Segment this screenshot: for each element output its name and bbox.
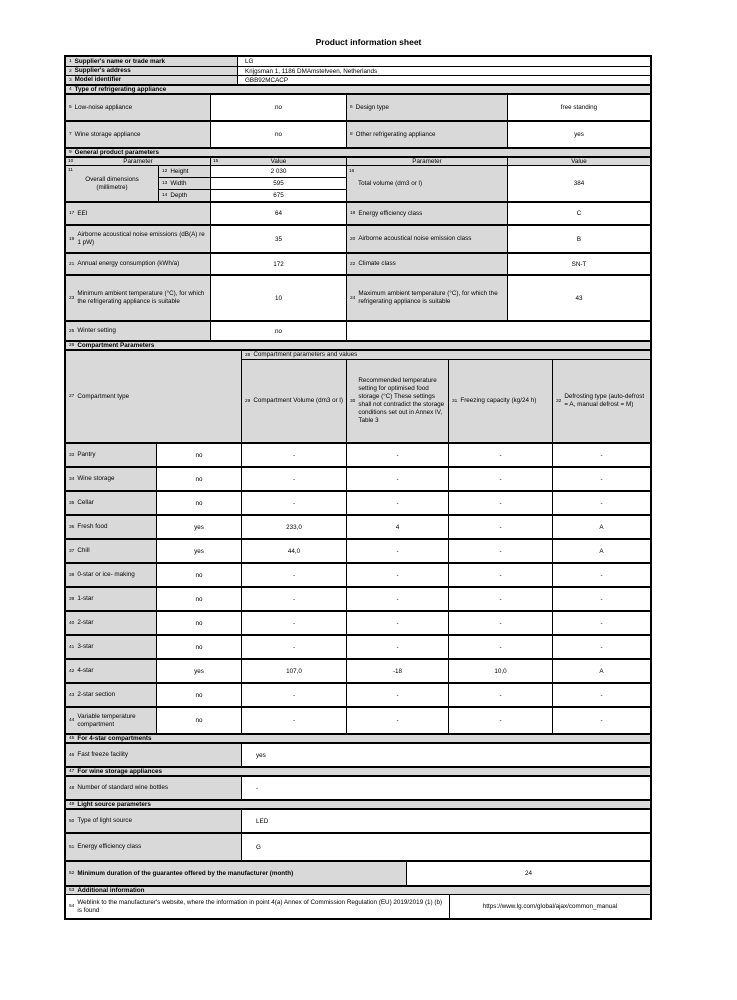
section-header-type: 4 Type of refrigerating appliance (66, 84, 650, 93)
row-number: 48 (69, 785, 75, 791)
compartment-defrost-value: - (600, 499, 603, 507)
row-number: 16 (349, 169, 355, 174)
compartment-span-header: 28 Compartment parameters and values (242, 351, 650, 360)
depth-label: 14 Depth (159, 189, 210, 201)
section-header-light: 49 Light source parameters (66, 799, 650, 808)
height-label: 12 Height (162, 167, 189, 175)
row-number: 45 (69, 736, 75, 741)
table-row (66, 860, 650, 885)
row-number: 20 (350, 236, 356, 242)
compartment-label: 41 3-star (66, 636, 157, 658)
supplier-address-label: 2 Supplier's address (66, 67, 238, 75)
compartment-present-value: yes (157, 660, 242, 682)
width-value: 595 (211, 177, 346, 189)
empty-cell (347, 322, 650, 340)
row-number: 22 (350, 261, 356, 267)
compartment-volume-value: 233,0 (242, 516, 347, 538)
climate-class-label: 22 Climate class (347, 254, 508, 274)
compartment-temp-value: - (347, 588, 449, 610)
annual-energy-label: 21 Annual energy consumption (kWh/a) (66, 254, 211, 274)
compartment-volume-value: - (242, 564, 347, 586)
compartment-volume-value: - (242, 636, 347, 658)
compartment-defrost-value: A (599, 667, 604, 675)
noise-class-label: 20 Airborne acoustical noise emission class (347, 226, 508, 252)
row-number: 5 (69, 105, 72, 110)
row-number: 7 (69, 132, 72, 137)
model-identifier-label: 3 Model identifier (66, 76, 238, 84)
compartment-freeze-value: - (449, 516, 553, 538)
compartment-freeze-value: 10,0 (449, 660, 553, 682)
row-number: 9 (69, 150, 72, 155)
compartment-temp-value: 4 (347, 516, 449, 538)
page-title: Product information sheet (315, 37, 422, 47)
compartment-header-row (66, 349, 650, 442)
dimensions-row (66, 165, 650, 201)
max-ambient-temp-value: 43 (575, 294, 583, 302)
compartment-type-header: 27 Compartment type (66, 351, 242, 442)
compartment-temp-value: - (347, 492, 449, 514)
max-ambient-temp-label: 24 Maximum ambient temperature (°C), for which the refrigerating appliance is suitable (347, 276, 508, 320)
total-volume-label: 16 Total volume (dm3 or l) (347, 166, 508, 201)
table-row (66, 120, 650, 147)
design-type-label: 6 Design type (347, 95, 508, 120)
row-number: 26 (69, 343, 75, 348)
parameter-header: 10 Parameter (66, 158, 211, 165)
height-value: 2 030 (270, 167, 287, 175)
compartment-volume-value: 107,0 (242, 660, 347, 682)
row-number: 30 (350, 398, 356, 404)
model-identifier-value: GBB92MCACP (245, 76, 289, 84)
compartment-present-value: no (157, 444, 242, 466)
table-row (66, 832, 650, 860)
compartment-freeze-value: - (449, 708, 553, 733)
row-number: 28 (245, 352, 251, 358)
row-number: 13 (162, 181, 168, 186)
row-number: 24 (350, 295, 356, 301)
eei-label: 17 EEI (66, 203, 211, 224)
compartment-row (66, 706, 650, 733)
compartment-label: 35 Cellar (66, 492, 157, 514)
table-row (66, 808, 650, 832)
compartment-volume-header: 29 Compartment Volume (dm3 or l) (242, 360, 347, 442)
row-number: 21 (69, 261, 75, 267)
row-number: 15 (213, 159, 219, 164)
row-number: 52 (69, 871, 75, 876)
compartment-defrost-value: - (600, 475, 603, 483)
light-source-type-value: LED (256, 817, 269, 825)
compartment-defrost-value: - (600, 571, 603, 579)
table-row (66, 57, 650, 66)
table-row (66, 252, 650, 274)
compartment-temp-value: - (347, 612, 449, 634)
compartment-temp-value: - (347, 540, 449, 562)
parameter-header-2: Parameter (347, 158, 508, 165)
freezing-capacity-header: 31 Freezing capacity (kg/24 h) (449, 360, 553, 442)
table-row (66, 775, 650, 799)
table-row (66, 894, 650, 918)
compartment-temp-value: - (347, 468, 449, 490)
compartment-row (66, 658, 650, 682)
row-number: 49 (69, 802, 75, 807)
compartment-freeze-value: - (449, 564, 553, 586)
section-header-compartment: 26 Compartment Parameters (66, 340, 650, 349)
compartment-present-value: no (157, 564, 242, 586)
row-number: 14 (162, 193, 168, 198)
compartment-temp-value: - (347, 684, 449, 706)
row-number: 6 (350, 105, 353, 110)
row-number: 54 (69, 904, 75, 909)
value-header: 15 Value (211, 158, 347, 165)
compartment-volume-value: 44,0 (242, 540, 347, 562)
depth-value: 675 (211, 189, 346, 201)
compartment-volume-value: - (242, 588, 347, 610)
compartment-row (66, 538, 650, 562)
row-number: 51 (69, 844, 75, 850)
wine-bottles-label: 48 Number of standard wine bottles (66, 777, 242, 799)
compartment-label: 44 Variable temperature compartment (66, 708, 157, 733)
table-row (66, 93, 650, 120)
compartment-defrost-value: - (600, 691, 603, 699)
row-number: 33 (69, 452, 75, 458)
row-number: 2 (69, 68, 72, 74)
compartment-volume-value: - (242, 468, 347, 490)
compartment-present-value: no (157, 636, 242, 658)
wine-storage-appliance-value: no (211, 122, 347, 147)
low-noise-value: no (211, 95, 347, 120)
section-header-general: 9 General product parameters (66, 147, 650, 156)
section-header-additional: 53 Additional information (66, 885, 650, 894)
dimension-sublabels (159, 166, 211, 201)
compartment-temp-value: - (347, 708, 449, 733)
design-type-value: free standing (560, 104, 598, 111)
compartment-defrost-value: - (600, 643, 603, 651)
fast-freeze-label: 46 Fast freeze facility (66, 744, 242, 766)
compartment-freeze-value: - (449, 492, 553, 514)
row-number: 19 (69, 236, 75, 242)
width-label: 13 Width (159, 177, 210, 189)
low-noise-label: 5 Low-noise appliance (66, 95, 211, 120)
row-number: 46 (69, 752, 75, 758)
compartment-defrost-value: - (600, 717, 603, 724)
row-number: 1 (69, 59, 72, 64)
compartment-defrost-value: - (600, 595, 603, 603)
row-number: 38 (69, 572, 75, 578)
row-number: 11 (68, 168, 73, 173)
row-number: 31 (452, 398, 458, 404)
row-number: 32 (556, 398, 562, 404)
row-number: 10 (68, 159, 74, 164)
compartment-freeze-value: - (449, 684, 553, 706)
compartment-freeze-value: - (449, 588, 553, 610)
section-header-four-star: 45 For 4-star compartments (66, 733, 650, 742)
compartment-freeze-value: - (449, 444, 553, 466)
row-number: 27 (69, 394, 75, 399)
row-number: 18 (350, 211, 356, 216)
compartment-row (66, 562, 650, 586)
compartment-defrost-value: - (600, 619, 603, 627)
compartment-label: 37 Chill (66, 540, 157, 562)
row-number: 17 (69, 211, 75, 216)
noise-class-value: B (576, 235, 582, 243)
table-row (66, 75, 650, 84)
other-appliance-value: yes (574, 131, 584, 138)
compartment-present-value: no (157, 588, 242, 610)
energy-class-label: 18 Energy efficiency class (347, 203, 508, 224)
row-number: 39 (69, 596, 75, 602)
row-number: 36 (69, 524, 75, 530)
compartment-volume-value: - (242, 708, 347, 733)
compartment-row (66, 634, 650, 658)
compartment-label: 39 1-star (66, 588, 157, 610)
energy-class-value: C (576, 210, 582, 217)
recommended-temp-header: 30 Recommended temperature setting for optimised food storage (°C) These settings shall not contradict the storage conditions set out in Annex IV, Table 3 (347, 360, 449, 442)
table-row (66, 320, 650, 340)
table-row (66, 66, 650, 75)
product-information-table (64, 55, 652, 920)
noise-emissions-value: 35 (211, 226, 347, 252)
compartment-volume-value: - (242, 444, 347, 466)
row-number: 37 (69, 548, 75, 554)
row-number: 25 (69, 328, 75, 334)
compartment-label: 34 Wine storage (66, 468, 157, 490)
winter-setting-value: no (211, 322, 347, 340)
row-number: 50 (69, 818, 75, 824)
row-number: 44 (69, 718, 75, 723)
table-row (66, 742, 650, 766)
compartment-freeze-value: - (449, 636, 553, 658)
compartment-volume-value: - (242, 492, 347, 514)
supplier-address-value: Krijgsman 1, 1186 DMAmstelveen, Netherlands (245, 67, 378, 75)
compartment-defrost-value: A (599, 547, 604, 555)
compartment-row (66, 610, 650, 634)
row-number: 42 (69, 668, 75, 674)
supplier-name-label: 1 Supplier's name or trade mark (66, 57, 238, 66)
compartment-row (66, 442, 650, 466)
compartment-freeze-value: - (449, 540, 553, 562)
row-number: 12 (162, 169, 168, 174)
row-number: 23 (69, 295, 75, 301)
compartment-label: 42 4-star (66, 660, 157, 682)
winter-setting-label: 25 Winter setting (66, 322, 211, 340)
compartment-row (66, 586, 650, 610)
eei-value: 64 (211, 203, 347, 224)
compartment-label: 38 0-star or ice- making (66, 564, 157, 586)
row-number: 53 (69, 888, 75, 893)
compartment-present-value: no (157, 468, 242, 490)
guarantee-label: 52 Minimum duration of the guarantee offered by the manufacturer (month) (66, 862, 407, 885)
compartment-temp-value: - (347, 564, 449, 586)
compartment-row (66, 514, 650, 538)
min-ambient-temp-label: 23 Minimum ambient temperature (°C), for which the refrigerating appliance is suitable (66, 276, 211, 320)
value-header-2: Value (508, 158, 650, 165)
other-appliance-label: 8 Other refrigerating appliance (347, 122, 508, 147)
compartment-temp-value: - (347, 444, 449, 466)
compartment-row (66, 682, 650, 706)
compartment-label: 40 2-star (66, 612, 157, 634)
compartment-row (66, 490, 650, 514)
light-energy-class-value: G (256, 843, 261, 851)
table-row (66, 201, 650, 224)
compartment-present-value: no (157, 708, 242, 733)
section-header-wine: 47 For wine storage appliances (66, 766, 650, 775)
row-number: 29 (245, 398, 251, 404)
compartment-volume-value: - (242, 684, 347, 706)
compartment-label: 33 Pantry (66, 444, 157, 466)
parameter-value-header-row (66, 156, 650, 165)
wine-storage-appliance-label: 7 Wine storage appliance (66, 122, 211, 147)
compartment-present-value: yes (157, 516, 242, 538)
min-ambient-temp-value: 10 (211, 276, 347, 320)
guarantee-value: 24 (524, 870, 532, 877)
total-volume-value: 384 (573, 180, 585, 187)
row-number: 43 (69, 692, 75, 698)
row-number: 40 (69, 620, 75, 626)
defrosting-type-header: 32 Defrosting type (auto-defrost = A, manual defrost = M) (553, 360, 650, 442)
weblink-label: 54 Weblink to the manufacturer's website, where the information in point 4(a) Annex of Commission Regulation (EU) 2019/2019 (1) (b) is found (66, 895, 450, 918)
fast-freeze-value: yes (256, 751, 266, 759)
dimension-values (211, 166, 347, 201)
light-energy-class-label: 51 Energy efficiency class (66, 834, 242, 860)
row-number: 47 (69, 769, 75, 774)
row-number: 35 (69, 500, 75, 506)
compartment-freeze-value: - (449, 612, 553, 634)
compartment-temp-value: -18 (347, 660, 449, 682)
overall-dimensions-label: 11 Overall dimensions (millimetre) (66, 166, 159, 201)
table-row (66, 274, 650, 320)
compartment-temp-value: - (347, 636, 449, 658)
compartment-col-headers (242, 360, 650, 442)
row-number: 34 (69, 476, 75, 482)
light-source-type-label: 50 Type of light source (66, 810, 242, 832)
compartment-present-value: no (157, 492, 242, 514)
compartment-rows (66, 442, 650, 733)
compartment-present-value: no (157, 684, 242, 706)
annual-energy-value: 172 (211, 254, 347, 274)
compartment-row (66, 466, 650, 490)
wine-bottles-value: - (256, 784, 259, 792)
compartment-present-value: yes (157, 540, 242, 562)
compartment-defrost-value: A (599, 523, 604, 531)
compartment-label: 43 2-star section (66, 684, 157, 706)
row-number: 41 (69, 644, 75, 650)
row-number: 8 (350, 132, 353, 137)
compartment-defrost-value: - (600, 451, 603, 459)
supplier-name-value: LG (245, 58, 254, 65)
compartment-header-block (242, 351, 650, 442)
compartment-label: 36 Fresh food (66, 516, 157, 538)
row-number: 4 (69, 87, 72, 92)
climate-class-value: SN-T (571, 260, 587, 268)
noise-emissions-label: 19 Airborne acoustical noise emissions (dB(A) re 1 pW) (66, 226, 211, 252)
compartment-present-value: no (157, 612, 242, 634)
row-number: 3 (69, 77, 72, 83)
weblink-url[interactable]: https://www.lg.com/global/ajax/common_manual (482, 903, 618, 910)
compartment-freeze-value: - (449, 468, 553, 490)
table-row (66, 224, 650, 252)
compartment-volume-value: - (242, 612, 347, 634)
